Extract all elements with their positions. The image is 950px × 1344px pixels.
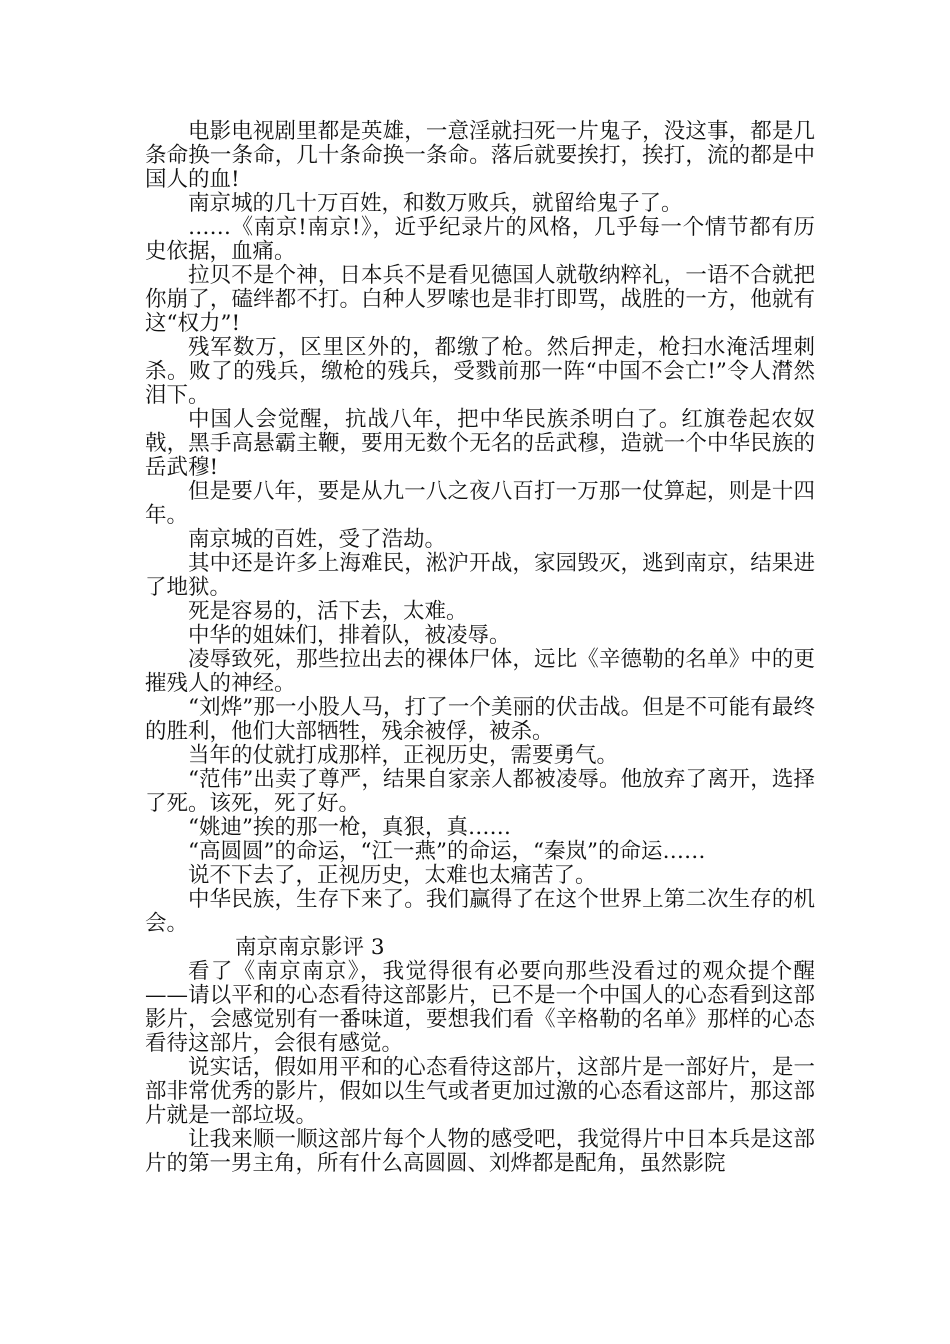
paragraph: 说不下去了，正视历史，太难也太痛苦了。 — [188, 863, 597, 888]
paragraph: “范伟”出卖了尊严，结果自家亲人都被凌辱。他放弃了离开，选择了死。该死，死了好。 — [145, 767, 815, 816]
paragraph: 拉贝不是个神，日本兵不是看见德国人就敬纳粹礼，一语不合就把你崩了，磕绊都不打。白种人罗嗦也是非打即骂，战胜的一方，他就有这“权力”! — [145, 263, 815, 336]
paragraph: 凌辱致死，那些拉出去的裸体尸体，远比《辛德勒的名单》中的更摧残人的神经。 — [145, 647, 815, 696]
paragraph: “刘烨”那一小股人马，打了一个美丽的伏击战。但是不可能有最终的胜利，他们大部牺牲，残余被俘，被杀。 — [145, 695, 815, 744]
paragraph: 中华的姐妹们，排着队，被凌辱。 — [188, 623, 511, 648]
paragraph: 看了《南京南京》，我觉得很有必要向那些没看过的观众提个醒——请以平和的心态看待这部影片，已不是一个中国人的心态看到这部影片，会感觉别有一番味道，要想我们看《辛格勒的名单》那样的心态看待这部片，会很有感觉。 — [145, 959, 815, 1056]
paragraph: 残军数万，区里区外的，都缴了枪。然后押走，枪扫水淹活埋刺杀。败了的残兵，缴枪的残兵，受戮前那一阵“中国不会亡!”令人潸然泪下。 — [145, 335, 815, 408]
paragraph: 当年的仗就打成那样，正视历史，需要勇气。 — [188, 743, 619, 768]
paragraph: “姚迪”挨的那一枪，真狠，真…… — [188, 815, 511, 840]
paragraph: 南京城的几十万百姓，和数万败兵，就留给鬼子了。 — [188, 191, 683, 216]
document-page — [145, 120, 815, 1176]
paragraph: ……《南京!南京!》，近乎纪录片的风格，几乎每一个情节都有历史依据，血痛。 — [145, 215, 815, 264]
paragraph: 电影电视剧里都是英雄，一意淫就扫死一片鬼子，没这事，都是几条命换一条命，几十条命换一条命。落后就要挨打，挨打，流的都是中国人的血! — [145, 119, 815, 192]
paragraph: 但是要八年，要是从九一八之夜八百打一万那一仗算起，则是十四年。 — [145, 479, 815, 528]
paragraph: “高圆圆”的命运，“江一燕”的命运，“秦岚”的命运…… — [188, 839, 706, 864]
section-heading: 南京南京影评 3 — [235, 935, 385, 960]
paragraph: 其中还是许多上海难民，淞沪开战，家园毁灭，逃到南京，结果进了地狱。 — [145, 551, 815, 600]
paragraph: 南京城的百姓，受了浩劫。 — [188, 527, 447, 552]
paragraph: 死是容易的，活下去，太难。 — [188, 599, 468, 624]
paragraph: 中国人会觉醒，抗战八年，把中华民族杀明白了。红旗卷起农奴戟，黑手高悬霸主鞭，要用无数个无名的岳武穆，造就一个中华民族的岳武穆! — [145, 407, 815, 480]
paragraph: 说实话，假如用平和的心态看待这部片，这部片是一部好片，是一部非常优秀的影片，假如以生气或者更加过激的心态看这部片，那这部片就是一部垃圾。 — [145, 1055, 815, 1128]
paragraph: 中华民族，生存下来了。我们赢得了在这个世界上第二次生存的机会。 — [145, 887, 815, 936]
paragraph: 让我来顺一顺这部片每个人物的感受吧，我觉得片中日本兵是这部片的第一男主角，所有什么高圆圆、刘烨都是配角，虽然影院 — [145, 1127, 815, 1176]
